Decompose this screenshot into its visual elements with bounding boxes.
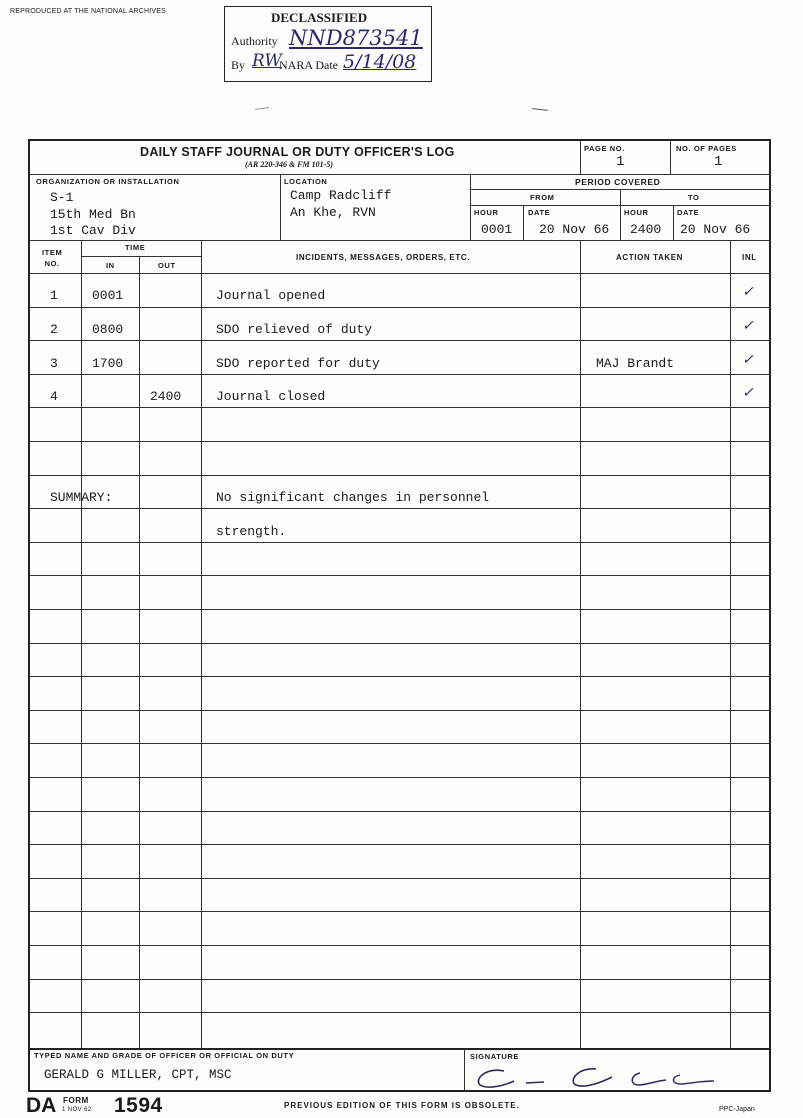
- page-no: 1: [616, 154, 625, 170]
- col-item-no: ITEM NO.: [42, 248, 63, 268]
- signature-mark: [470, 1063, 740, 1091]
- entry-item: 1: [50, 288, 58, 303]
- form-subtitle: (AR 220-346 & FM 101-5): [245, 160, 333, 169]
- entry-text: Journal opened: [216, 288, 326, 303]
- row-rule: [30, 575, 769, 576]
- entry-item: 2: [50, 322, 58, 337]
- stamp-authority-value: NND873541: [289, 26, 423, 50]
- scan-mark: [255, 107, 269, 110]
- location-label: LOCATION: [284, 177, 328, 186]
- row-rule: [30, 777, 769, 778]
- org-label: ORGANIZATION OR INSTALLATION: [36, 177, 180, 186]
- form-date: 1 NOV 62: [62, 1107, 92, 1113]
- stamp-by-label: By: [231, 58, 246, 72]
- row-rule: [30, 643, 769, 644]
- stamp-by-value: RW: [252, 51, 282, 71]
- entry-time-in: 0800: [92, 322, 124, 337]
- form-number: 1594: [114, 1094, 163, 1117]
- col-out: OUT: [158, 261, 176, 270]
- form-title: DAILY STAFF JOURNAL OR DUTY OFFICER'S LOG: [140, 145, 455, 159]
- to-date: 20 Nov 66: [680, 222, 751, 237]
- entry-item: 4: [50, 389, 58, 404]
- row-rule: [30, 844, 769, 845]
- stamp-nara-label: NARA Date: [279, 58, 338, 72]
- location-line: An Khe, RVN: [290, 205, 376, 220]
- entry-time-in: 1700: [92, 356, 124, 371]
- entry-item: 3: [50, 356, 58, 371]
- entry-initials: ✓: [742, 385, 754, 401]
- row-rule: [30, 307, 769, 308]
- typed-name: GERALD G MILLER, CPT, MSC: [44, 1068, 232, 1082]
- to-label: TO: [688, 193, 700, 202]
- entry-text: SDO reported for duty: [216, 356, 380, 371]
- from-hour-label: HOUR: [474, 208, 499, 217]
- org-line: 1st Cav Div: [50, 223, 136, 238]
- row-rule: [30, 508, 769, 509]
- entry-action: MAJ Brandt: [596, 356, 675, 371]
- entry-initials: ✓: [742, 352, 754, 368]
- scan-mark: [532, 108, 548, 111]
- location-line: Camp Radcliff: [290, 188, 392, 203]
- to-hour: 2400: [630, 222, 662, 237]
- row-rule: [30, 1012, 769, 1013]
- row-rule: [30, 743, 769, 744]
- from-date-label: DATE: [528, 208, 551, 217]
- no-of-pages-label: NO. OF PAGES: [676, 144, 737, 153]
- row-rule: [30, 441, 769, 442]
- summary-line: strength.: [216, 524, 287, 539]
- col-in: IN: [106, 261, 115, 270]
- row-rule: [30, 374, 769, 375]
- signature-label: SIGNATURE: [470, 1052, 520, 1061]
- page-no-label: PAGE NO.: [584, 144, 625, 153]
- summary-line: No significant changes in personnel: [216, 490, 490, 505]
- org-line: S-1: [50, 190, 74, 205]
- archive-note: REPRODUCED AT THE NATIONAL ARCHIVES: [10, 8, 166, 15]
- col-inl: INL: [742, 253, 757, 262]
- period-label: PERIOD COVERED: [575, 177, 661, 187]
- row-rule: [30, 710, 769, 711]
- stamp-authority-label: Authority: [231, 34, 278, 48]
- col-time: TIME: [125, 243, 146, 252]
- col-incidents: INCIDENTS, MESSAGES, ORDERS, ETC.: [296, 253, 471, 262]
- from-date: 20 Nov 66: [539, 222, 610, 237]
- col-action: ACTION TAKEN: [616, 253, 684, 262]
- form-da: DA: [26, 1094, 57, 1117]
- row-rule: [30, 475, 769, 476]
- from-label: FROM: [530, 193, 555, 202]
- row-rule: [30, 811, 769, 812]
- no-of-pages: 1: [714, 154, 723, 170]
- obsolete-note: PREVIOUS EDITION OF THIS FORM IS OBSOLETE.: [284, 1101, 520, 1110]
- printer-mark: PPC-Japan: [719, 1106, 755, 1113]
- row-rule: [30, 979, 769, 980]
- stamp-title: DECLASSIFIED: [271, 10, 368, 25]
- from-hour: 0001: [481, 222, 513, 237]
- row-rule: [30, 407, 769, 408]
- row-rule: [30, 340, 769, 341]
- declassified-stamp: [224, 6, 432, 82]
- row-rule: [30, 542, 769, 543]
- entry-time-in: 0001: [92, 288, 124, 303]
- entry-initials: ✓: [742, 284, 754, 300]
- to-hour-label: HOUR: [624, 208, 649, 217]
- entry-text: Journal closed: [216, 389, 326, 404]
- org-line: 15th Med Bn: [50, 207, 136, 222]
- summary-label: SUMMARY:: [50, 490, 113, 505]
- duty-log-form: [28, 139, 771, 1092]
- stamp-date-value: 5/14/08: [343, 51, 417, 73]
- entry-time-out: 2400: [150, 389, 182, 404]
- entry-initials: ✓: [742, 318, 754, 334]
- to-date-label: DATE: [677, 208, 700, 217]
- row-rule: [30, 878, 769, 879]
- row-rule: [30, 676, 769, 677]
- form-label: FORM: [63, 1096, 89, 1105]
- row-rule: [30, 945, 769, 946]
- entry-text: SDO relieved of duty: [216, 322, 373, 337]
- row-rule: [30, 609, 769, 610]
- row-rule: [30, 911, 769, 912]
- typed-name-label: TYPED NAME AND GRADE OF OFFICER OR OFFICIAL ON DUTY: [34, 1051, 295, 1060]
